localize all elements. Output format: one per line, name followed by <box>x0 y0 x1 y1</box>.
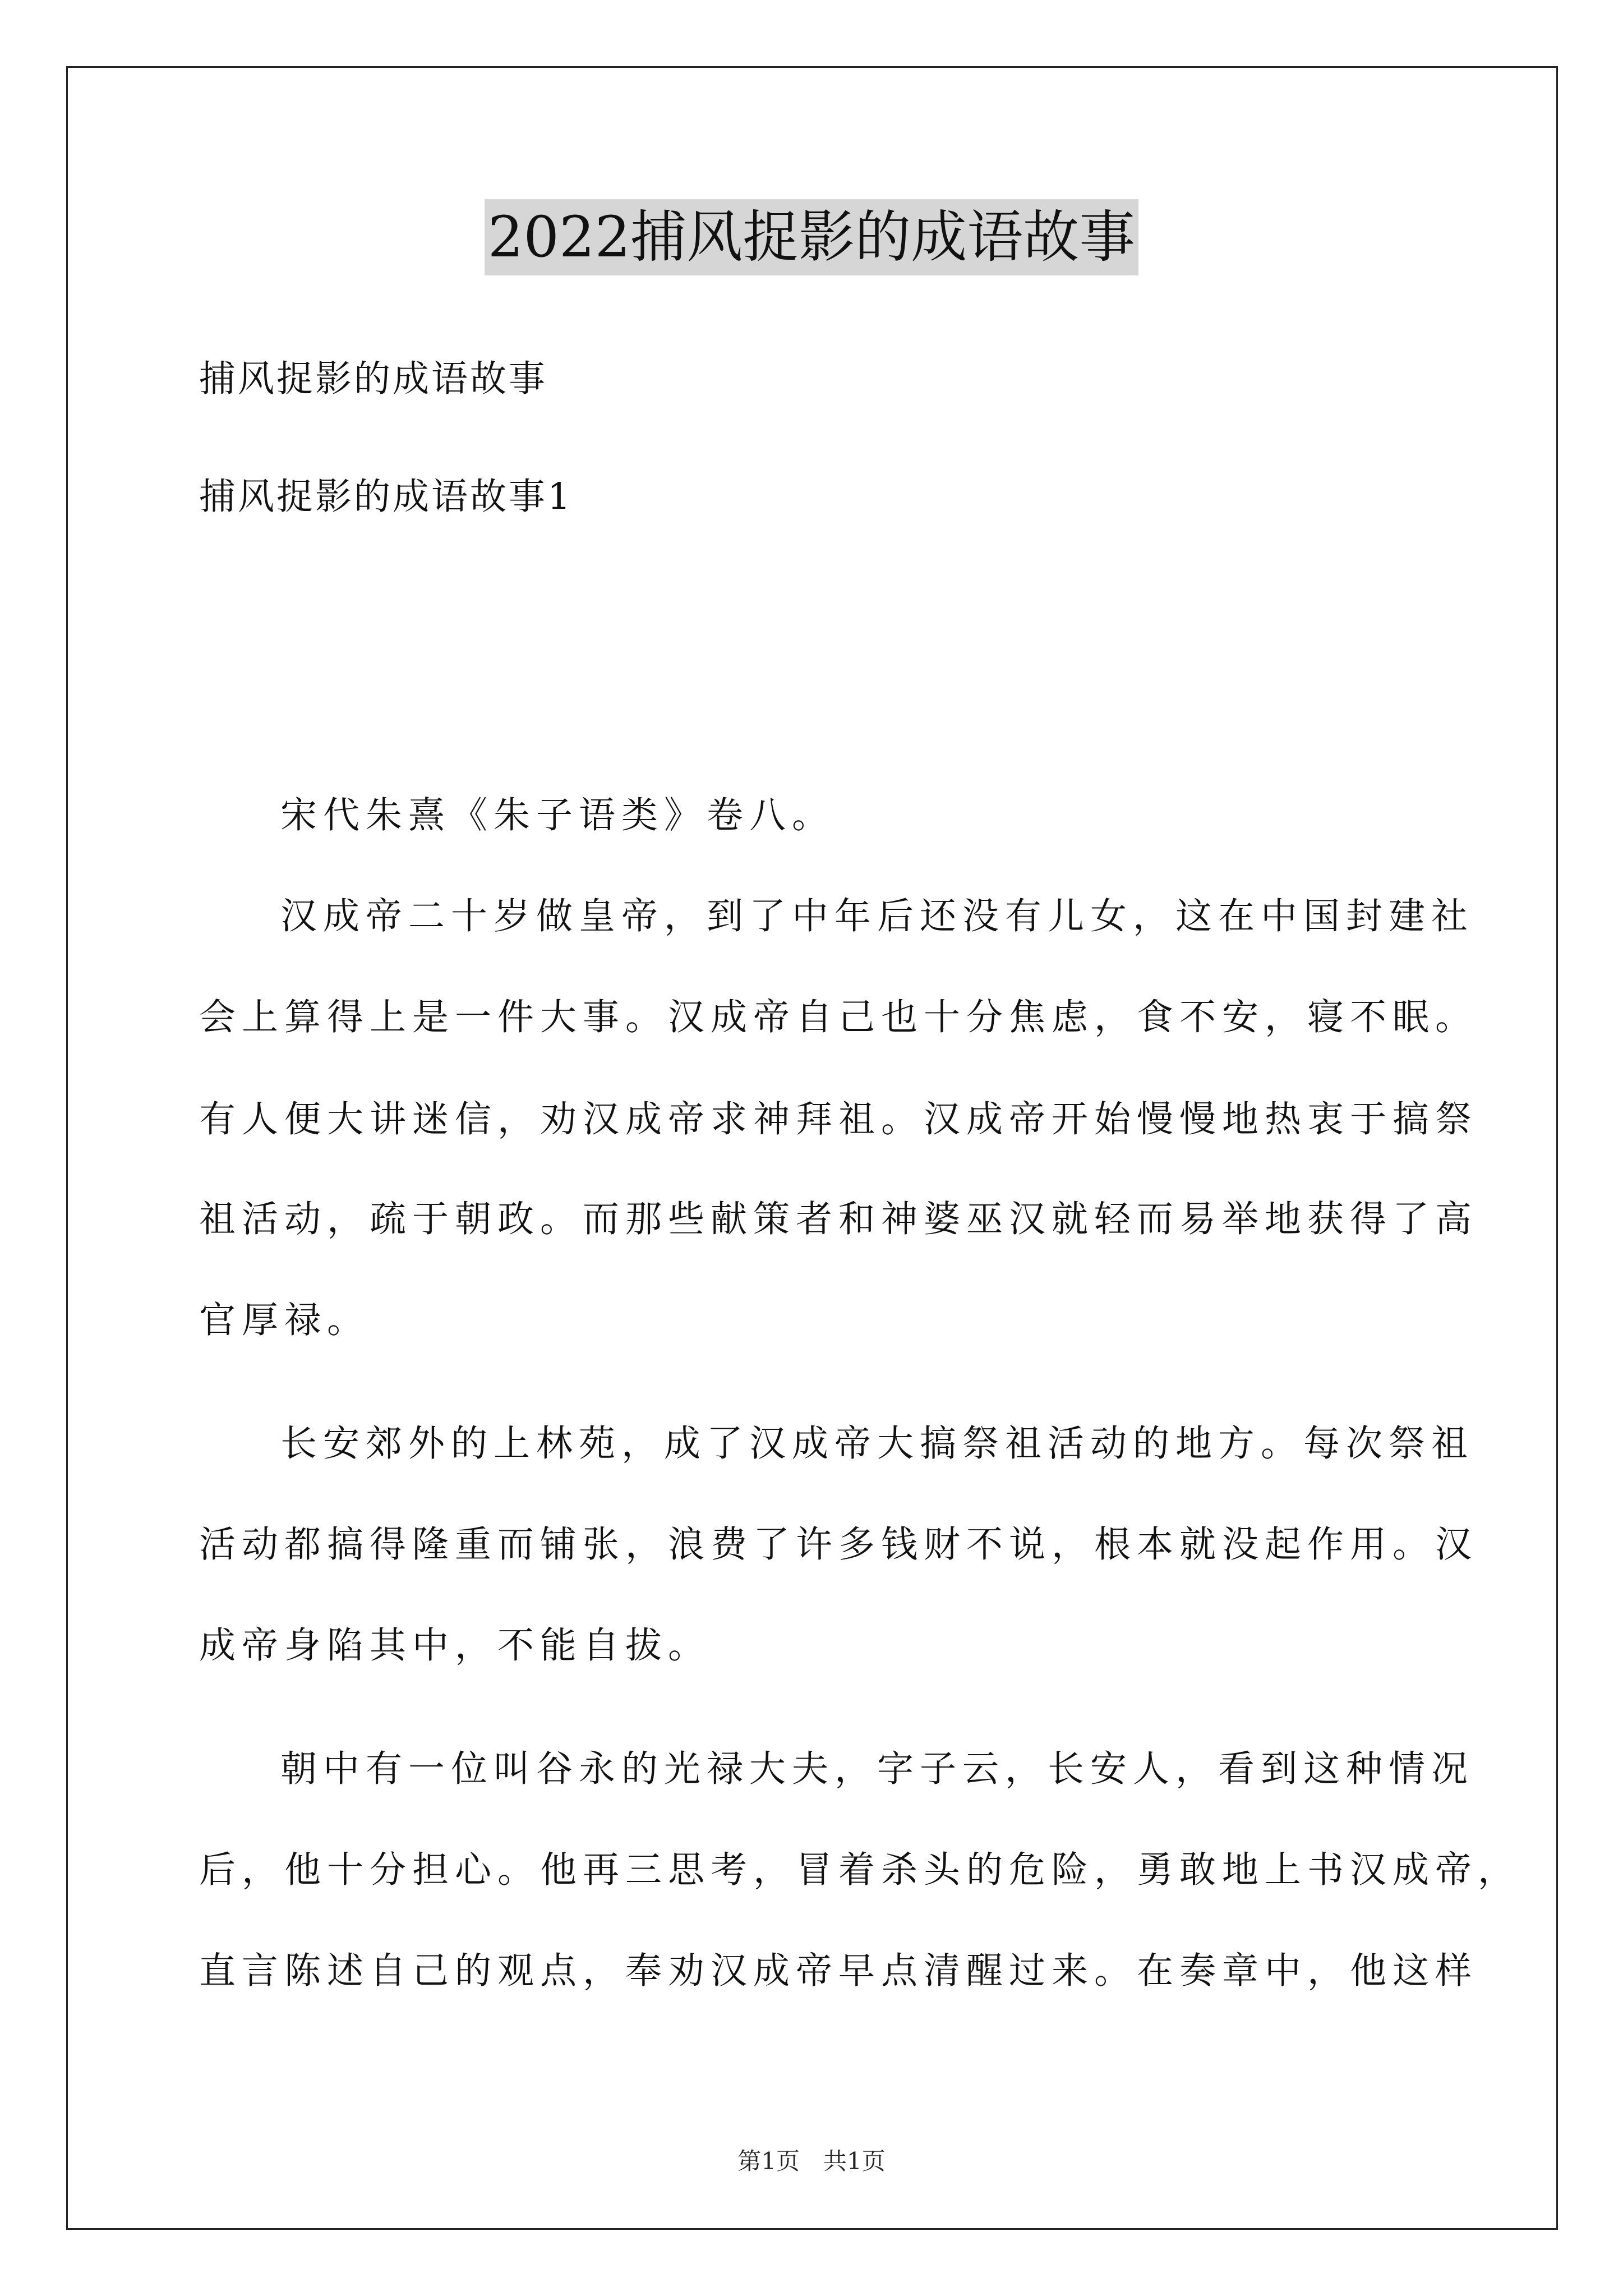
body-line: 朝中有一位叫谷永的光禄大夫，字子云，长安人，看到这种情况 <box>280 1748 1474 1790</box>
body-line: 活动都搞得隆重而铺张，浪费了许多钱财不说，根本就没起作用。汉 <box>199 1524 1478 1566</box>
body-line: 成帝身陷其中，不能自拔。 <box>199 1625 711 1667</box>
body-line: 会上算得上是一件大事。汉成帝自己也十分焦虑，食不安，寝不眠。 <box>199 996 1478 1038</box>
body-line: 汉成帝二十岁做皇帝，到了中年后还没有儿女，这在中国封建社 <box>280 895 1474 937</box>
body-line: 直言陈述自己的观点，奉劝汉成帝早点清醒过来。在奏章中，他这样 <box>199 1950 1478 1992</box>
page-footer: 第1页 共1页 <box>737 2147 886 2175</box>
document-title: 2022捕风捉影的成语故事 <box>485 199 1139 275</box>
body-line: 祖活动，疏于朝政。而那些献策者和神婆巫汉就轻而易举地获得了高 <box>199 1198 1478 1240</box>
body-line: 长安郊外的上林苑，成了汉成帝大搞祭祖活动的地方。每次祭祖 <box>280 1423 1474 1465</box>
title-container <box>0 199 1623 275</box>
section-heading: 捕风捉影的成语故事1 <box>199 476 573 518</box>
body-line: 有人便大讲迷信，劝汉成帝求神拜祖。汉成帝开始慢慢地热衷于搞祭 <box>199 1098 1478 1140</box>
body-line: 宋代朱熹《朱子语类》卷八。 <box>280 794 835 836</box>
body-line: 后，他十分担心。他再三思考，冒着杀头的危险，勇敢地上书汉成帝， <box>199 1849 1521 1891</box>
body-line: 官厚禄。 <box>199 1299 370 1341</box>
subtitle: 捕风捉影的成语故事 <box>199 358 548 400</box>
